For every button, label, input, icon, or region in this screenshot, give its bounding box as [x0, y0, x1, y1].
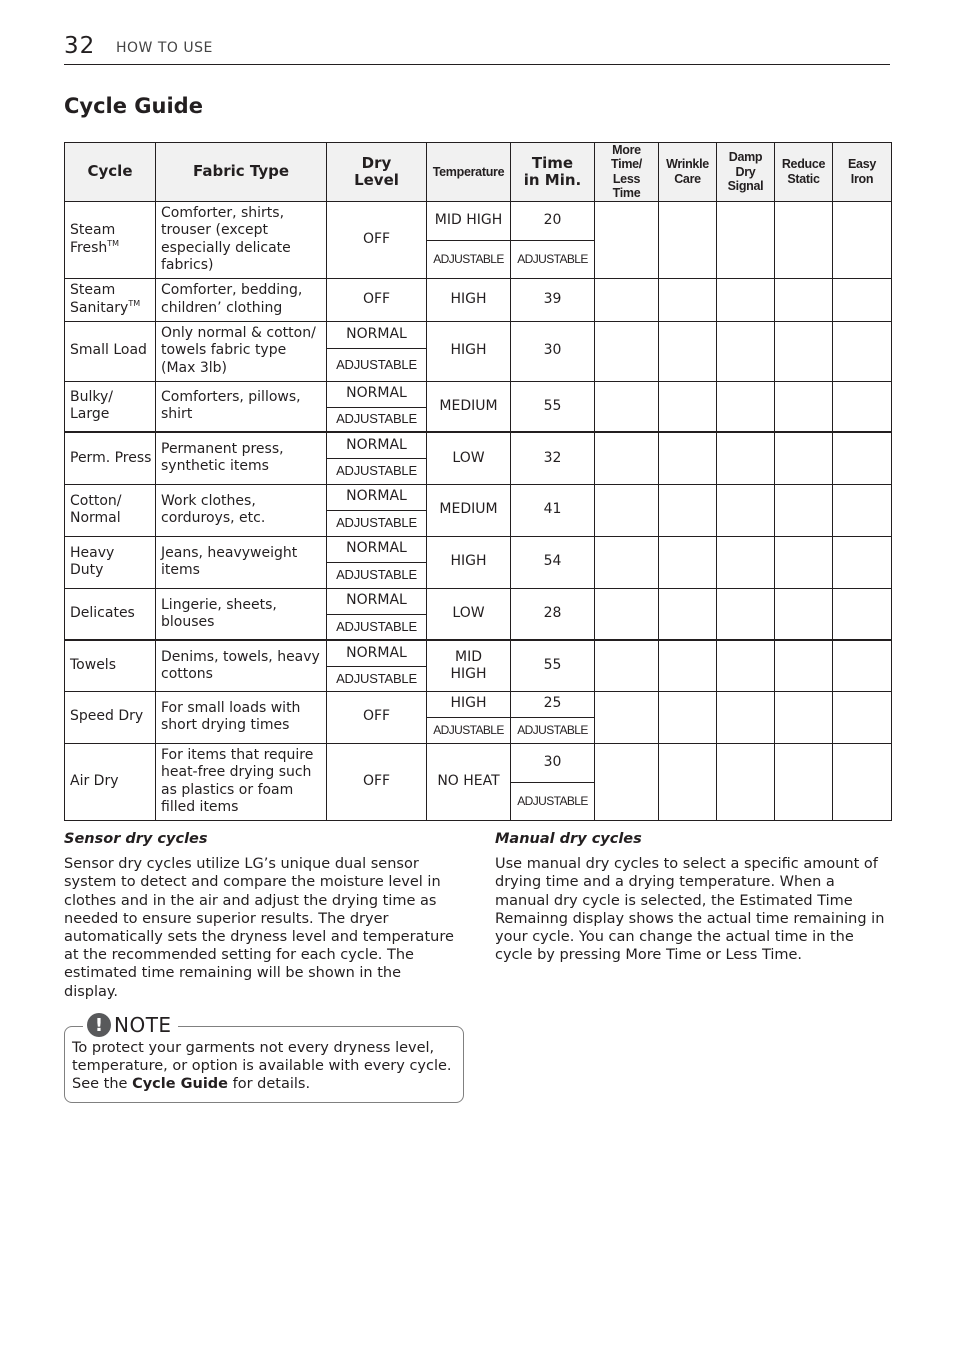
damp-dry-signal-cell — [717, 484, 775, 536]
time-cell: 30 — [511, 743, 595, 782]
more-time-cell — [595, 691, 659, 743]
header-easy-iron: Easy Iron — [833, 143, 892, 202]
fabric-cell: For small loads with short drying times — [156, 691, 327, 743]
time-cell: 32 — [511, 432, 595, 484]
temperature-cell: LOW — [427, 432, 511, 484]
temperature-cell: LOW — [427, 588, 511, 640]
wrinkle-care-cell — [659, 321, 717, 381]
cycle-guide-table — [64, 142, 892, 821]
easy-iron-cell — [833, 381, 892, 432]
fabric-cell: Lingerie, sheets, blouses — [156, 588, 327, 640]
manual-heading: Manual dry cycles — [495, 831, 642, 847]
more-time-cell — [595, 278, 659, 321]
cycle-cell: Small Load — [65, 321, 156, 381]
dry-level-cell: OFF — [327, 278, 427, 321]
damp-dry-signal-cell — [717, 381, 775, 432]
easy-iron-cell — [833, 691, 892, 743]
table-row — [65, 432, 892, 458]
easy-iron-cell — [833, 321, 892, 381]
fabric-cell: Comforter, bedding, children’ clothing — [156, 278, 327, 321]
cycle-cell: Bulky/ Large — [65, 381, 156, 432]
more-time-cell — [595, 640, 659, 691]
table-row — [65, 484, 892, 510]
temperature-cell: HIGH — [427, 536, 511, 588]
fabric-cell: Comforters, pillows, shirt — [156, 381, 327, 432]
reduce-static-cell — [775, 536, 833, 588]
note-text: To protect your garments not every dryness level, temperature, or option is available with every cycle. See the Cycle Guide for details. — [72, 1040, 452, 1093]
header-fabric-type: Fabric Type — [156, 143, 327, 202]
dry-level-adjustable-cell: ADJUSTABLE — [327, 562, 427, 588]
easy-iron-cell — [833, 640, 892, 691]
more-time-cell — [595, 536, 659, 588]
table-row — [65, 381, 892, 407]
dry-level-adjustable-cell: ADJUSTABLE — [327, 614, 427, 640]
more-time-cell — [595, 743, 659, 820]
dry-level-adjustable-cell: ADJUSTABLE — [327, 348, 427, 381]
note-legend — [83, 1013, 178, 1037]
temperature-cell: MEDIUM — [427, 381, 511, 432]
header-wrinkle-care: Wrinkle Care — [659, 143, 717, 202]
dry-level-cell: NORMAL — [327, 640, 427, 666]
page-title: Cycle Guide — [64, 94, 203, 118]
dry-level-adjustable-cell: ADJUSTABLE — [327, 407, 427, 432]
exclamation-icon: ! — [87, 1013, 111, 1037]
note-box — [64, 1013, 464, 1103]
temperature-adjustable-cell: ADJUSTABLE — [427, 240, 511, 278]
cycle-cell: Steam Fresh™ — [65, 201, 156, 278]
cycle-cell: Heavy Duty — [65, 536, 156, 588]
header-temperature: Temperature — [427, 143, 511, 202]
manual-dry-cycles-section — [495, 830, 890, 964]
time-cell: 41 — [511, 484, 595, 536]
cycle-cell: Steam Sanitary™ — [65, 278, 156, 321]
temperature-cell: MID HIGH — [427, 640, 511, 691]
time-cell: 39 — [511, 278, 595, 321]
header-dry-level: Dry Level — [327, 143, 427, 202]
dry-level-cell: NORMAL — [327, 536, 427, 562]
header-time: Time in Min. — [511, 143, 595, 202]
wrinkle-care-cell — [659, 691, 717, 743]
more-time-cell — [595, 484, 659, 536]
more-time-cell — [595, 381, 659, 432]
time-adjustable-cell: ADJUSTABLE — [511, 240, 595, 278]
table-header-row — [65, 143, 892, 202]
wrinkle-care-cell — [659, 484, 717, 536]
dry-level-cell: NORMAL — [327, 432, 427, 458]
damp-dry-signal-cell — [717, 691, 775, 743]
wrinkle-care-cell — [659, 743, 717, 820]
dry-level-cell: NORMAL — [327, 588, 427, 614]
cycle-cell: Towels — [65, 640, 156, 691]
wrinkle-care-cell — [659, 536, 717, 588]
page-number: 32 — [64, 33, 96, 59]
time-cell: 20 — [511, 201, 595, 240]
reduce-static-cell — [775, 432, 833, 484]
header-damp-dry-signal: Damp Dry Signal — [717, 143, 775, 202]
time-adjustable-cell: ADJUSTABLE — [511, 717, 595, 743]
sensor-heading: Sensor dry cycles — [64, 831, 208, 847]
reduce-static-cell — [775, 484, 833, 536]
wrinkle-care-cell — [659, 201, 717, 278]
reduce-static-cell — [775, 278, 833, 321]
wrinkle-care-cell — [659, 640, 717, 691]
table-row — [65, 691, 892, 717]
dry-level-cell: NORMAL — [327, 321, 427, 348]
fabric-cell: Permanent press, synthetic items — [156, 432, 327, 484]
easy-iron-cell — [833, 278, 892, 321]
damp-dry-signal-cell — [717, 201, 775, 278]
fabric-cell: Comforter, shirts, trouser (except especially delicate fabrics) — [156, 201, 327, 278]
dry-level-cell: NORMAL — [327, 484, 427, 510]
easy-iron-cell — [833, 432, 892, 484]
header-cycle: Cycle — [65, 143, 156, 202]
temperature-cell: MEDIUM — [427, 484, 511, 536]
cycle-cell: Air Dry — [65, 743, 156, 820]
reduce-static-cell — [775, 201, 833, 278]
reduce-static-cell — [775, 640, 833, 691]
dry-level-adjustable-cell: ADJUSTABLE — [327, 458, 427, 484]
temperature-cell: HIGH — [427, 691, 511, 717]
table-row — [65, 321, 892, 348]
table-row — [65, 536, 892, 562]
damp-dry-signal-cell — [717, 588, 775, 640]
fabric-cell: Work clothes, corduroys, etc. — [156, 484, 327, 536]
table-row — [65, 201, 892, 240]
time-cell: 55 — [511, 381, 595, 432]
more-time-cell — [595, 201, 659, 278]
more-time-cell — [595, 588, 659, 640]
section-label: HOW TO USE — [116, 40, 213, 56]
time-cell: 25 — [511, 691, 595, 717]
damp-dry-signal-cell — [717, 278, 775, 321]
fabric-cell: Only normal & cotton/ towels fabric type (Max 3lb) — [156, 321, 327, 381]
fabric-cell: Jeans, heavyweight items — [156, 536, 327, 588]
dry-level-cell: OFF — [327, 201, 427, 278]
time-cell: 30 — [511, 321, 595, 381]
dry-level-cell: OFF — [327, 691, 427, 743]
temperature-cell: HIGH — [427, 321, 511, 381]
time-adjustable-cell: ADJUSTABLE — [511, 782, 595, 820]
time-cell: 54 — [511, 536, 595, 588]
dry-level-adjustable-cell: ADJUSTABLE — [327, 666, 427, 691]
time-cell: 55 — [511, 640, 595, 691]
note-link-text: Cycle Guide — [132, 1076, 229, 1093]
reduce-static-cell — [775, 691, 833, 743]
reduce-static-cell — [775, 381, 833, 432]
damp-dry-signal-cell — [717, 743, 775, 820]
more-time-cell — [595, 432, 659, 484]
damp-dry-signal-cell — [717, 321, 775, 381]
sensor-dry-cycles-section — [64, 830, 459, 1001]
cycle-cell: Delicates — [65, 588, 156, 640]
time-cell: 28 — [511, 588, 595, 640]
table-row — [65, 278, 892, 321]
more-time-cell — [595, 321, 659, 381]
header-more-time: More Time/ Less Time — [595, 143, 659, 202]
page-header — [64, 30, 890, 65]
temperature-cell: HIGH — [427, 278, 511, 321]
fabric-cell: For items that require heat-free drying such as plastics or foam filled items — [156, 743, 327, 820]
cycle-cell: Speed Dry — [65, 691, 156, 743]
easy-iron-cell — [833, 201, 892, 278]
wrinkle-care-cell — [659, 588, 717, 640]
dry-level-adjustable-cell: ADJUSTABLE — [327, 510, 427, 536]
table-row — [65, 640, 892, 666]
reduce-static-cell — [775, 588, 833, 640]
temperature-cell: MID HIGH — [427, 201, 511, 240]
header-reduce-static: Reduce Static — [775, 143, 833, 202]
dry-level-cell: OFF — [327, 743, 427, 820]
wrinkle-care-cell — [659, 432, 717, 484]
note-title: NOTE — [114, 1013, 172, 1037]
cycle-cell: Cotton/ Normal — [65, 484, 156, 536]
cycle-cell: Perm. Press — [65, 432, 156, 484]
damp-dry-signal-cell — [717, 640, 775, 691]
easy-iron-cell — [833, 536, 892, 588]
wrinkle-care-cell — [659, 278, 717, 321]
easy-iron-cell — [833, 588, 892, 640]
reduce-static-cell — [775, 321, 833, 381]
wrinkle-care-cell — [659, 381, 717, 432]
sensor-body: Sensor dry cycles utilize LG’s unique dual sensor system to detect and compare the moisture level in clothes and in the air and adjust the drying time as needed to ensure superior results. The dryer automatically sets the dryness level and temperature at the recommended setting for each cycle. The estimated time remaining will be shown in the display. — [64, 856, 454, 1000]
reduce-static-cell — [775, 743, 833, 820]
table-row — [65, 743, 892, 782]
table-row — [65, 588, 892, 614]
dry-level-cell: NORMAL — [327, 381, 427, 407]
temperature-cell: NO HEAT — [427, 743, 511, 820]
easy-iron-cell — [833, 743, 892, 820]
temperature-adjustable-cell: ADJUSTABLE — [427, 717, 511, 743]
damp-dry-signal-cell — [717, 432, 775, 484]
fabric-cell: Denims, towels, heavy cottons — [156, 640, 327, 691]
damp-dry-signal-cell — [717, 536, 775, 588]
manual-body: Use manual dry cycles to select a specific amount of drying time and a drying temperature. When a manual dry cycle is selected, the Estimated Time Remainng display shows the actual time remaining in your cycle. You can change the actual time in the cycle by pressing More Time or Less Time. — [495, 856, 885, 964]
easy-iron-cell — [833, 484, 892, 536]
